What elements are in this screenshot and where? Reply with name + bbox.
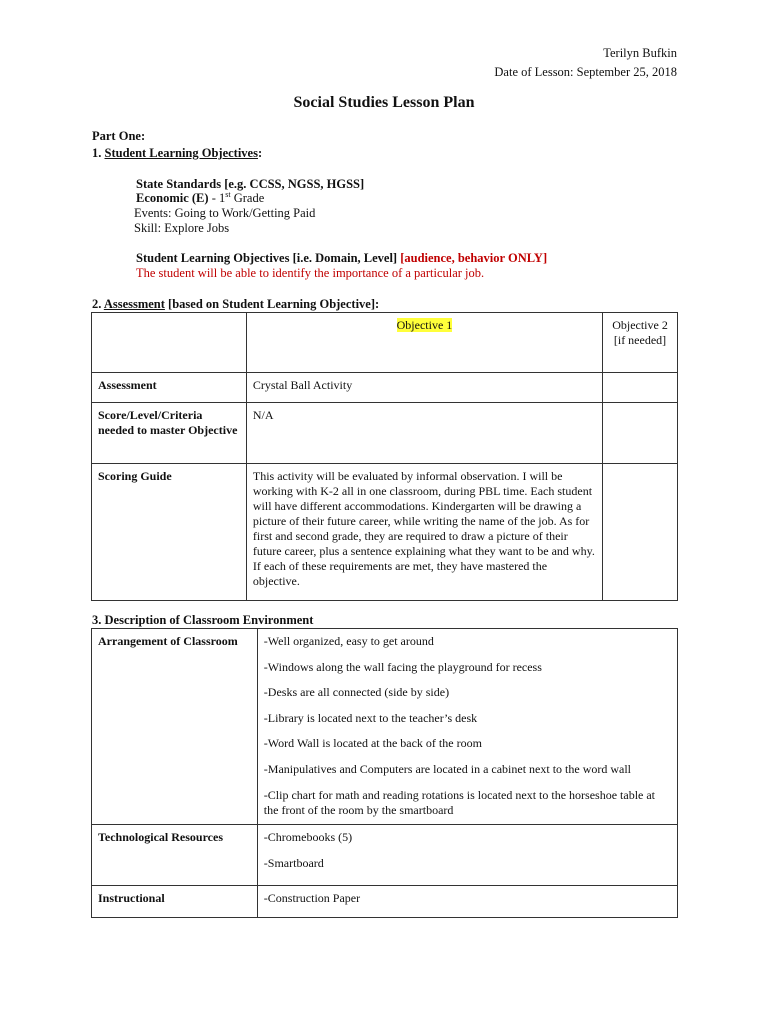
list-item: -Smartboard [263,855,324,870]
row-label-assessment: Assessment [92,373,247,403]
section-1-heading [92,146,262,161]
environment-table [91,628,678,918]
row-label-criteria: Score/Level/Criteria needed to master Objective [92,403,247,464]
list-item: -Chromebooks (5) [263,830,353,844]
row-label-scoring-guide: Scoring Guide [92,464,247,601]
standards-heading: State Standards [e.g. CCSS, NGSS, HGSS] [136,177,365,191]
objective-statement: The student will be able to identify the importance of a particular job. [136,266,485,280]
objective-2-header: Objective 2 [if needed] [603,313,678,373]
env-label-instructional: Instructional [92,886,258,918]
list-item: -Well organized, easy to get around [263,634,434,648]
env-items-technology [257,825,677,886]
table-row [92,313,678,373]
lesson-date: Date of Lesson: September 25, 2018 [494,65,677,79]
table-row [92,886,678,918]
list-item: -Manipulatives and Computers are located in a cabinet next to the word wall [263,761,632,776]
section-1-number: 1. [92,146,102,160]
list-item: -Word Wall is located at the back of the room [263,736,482,751]
section-2-label: Assessment [103,297,165,311]
objective-1-header [246,313,602,373]
list-item: -Windows along the wall facing the playground for recess [263,659,542,674]
economic-grade: Grade [230,191,265,205]
events-line: Events: Going to Work/Getting Paid [134,206,316,220]
objectives-heading [136,251,547,266]
section-2-suffix: [based on Student Learning Objective]: [168,297,380,311]
table-row [92,403,678,464]
objective-1-label: Objective 1 [396,318,453,332]
env-label-technology: Technological Resources [92,825,258,886]
author-name: Terilyn Bufkin [603,46,677,60]
row-value2-criteria [603,403,678,464]
section-1-label: Student Learning Objectives [104,146,258,160]
assessment-table [91,312,678,601]
list-item: -Construction Paper [263,891,361,905]
economic-label: Economic (E) [136,191,209,205]
row-value2-scoring-guide [603,464,678,601]
list-item: -Desks are all connected (side by side) [263,685,450,700]
section-1-colon: : [257,146,263,160]
section-3-heading: 3. Description of Classroom Environment [92,613,314,627]
page-title: Social Studies Lesson Plan [293,94,475,111]
section-2-heading [92,297,379,312]
row-value-scoring-guide: This activity will be evaluated by informal observation. I will be working with K-2 all in one classroom, during PBL time. Each student will have different accommodations. Kindergarten will be drawing a picture of their future career, while writing the name of the job. As for first and second grade, they are required to draw a picture of their future career, plus a sentence explaining what they want to be and why. If each of these requirements are met, they have mastered the objective. [246,464,602,601]
row-value-criteria: N/A [246,403,602,464]
economic-sup: st [225,189,231,199]
objectives-note: [audience, behavior ONLY] [400,251,548,265]
env-items-arrangement [257,629,677,825]
table-row [92,825,678,886]
economic-line [136,191,264,206]
env-items-instructional [257,886,677,918]
objectives-heading-text: Student Learning Objectives [i.e. Domain, Level] [136,251,398,265]
list-item: -Library is located next to the teacher’s desk [263,710,478,725]
economic-dash: - 1 [208,191,226,205]
list-item: -Clip chart for math and reading rotations is located next to the horseshoe table at the front of the room by the smartboard [263,787,656,817]
env-label-arrangement: Arrangement of Classroom [92,629,258,825]
skill-line: Skill: Explore Jobs [134,221,230,235]
table-header-empty [92,313,247,373]
table-row [92,629,678,825]
section-2-number: 2. [92,297,102,311]
row-value2-assessment [603,373,678,403]
part-one-label: Part One: [92,129,146,143]
row-value-assessment: Crystal Ball Activity [246,373,602,403]
table-row [92,373,678,403]
table-row [92,464,678,601]
